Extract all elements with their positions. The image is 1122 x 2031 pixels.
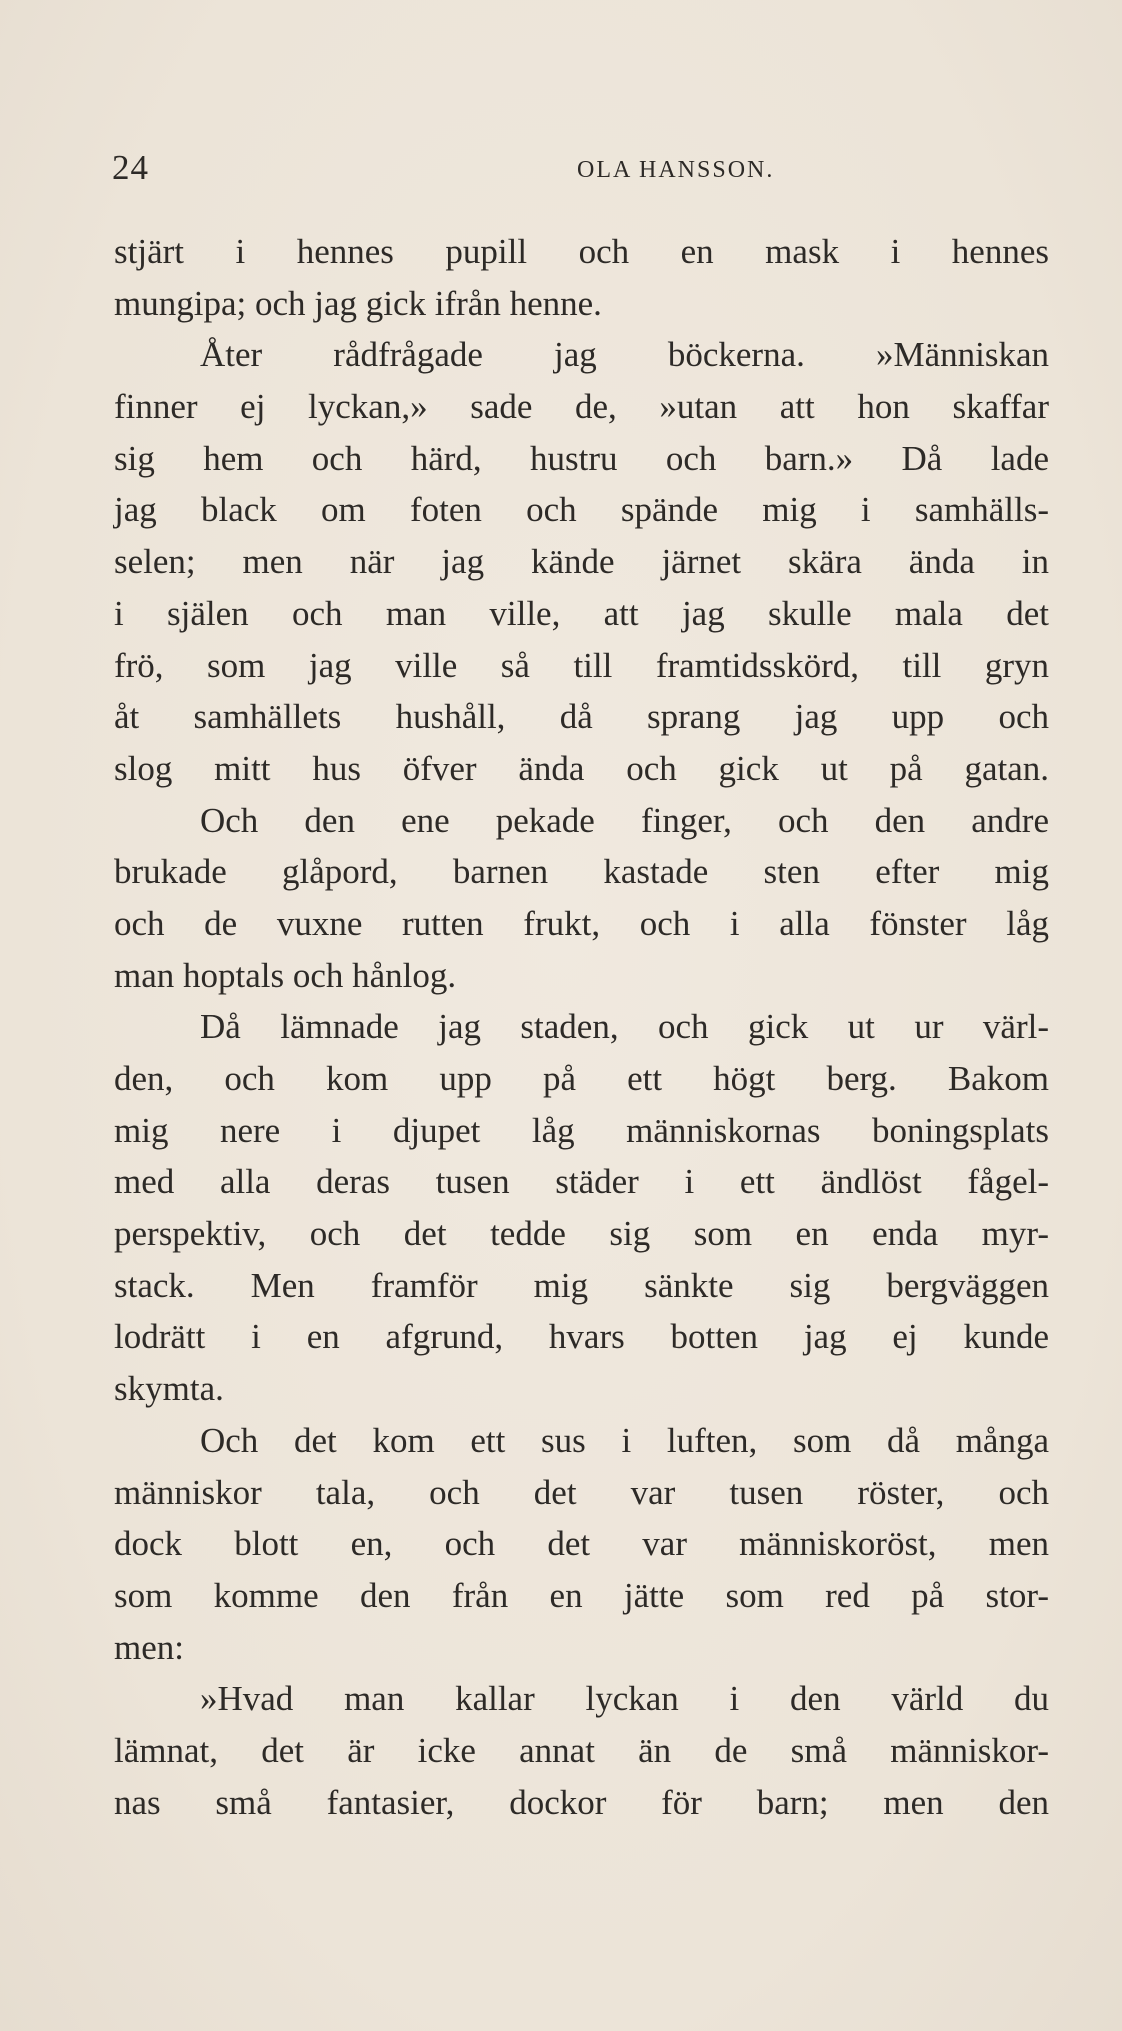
page-header: [112, 148, 1032, 198]
text-line: selen; men när jag kände järnet skära ända in: [114, 542, 1049, 582]
body-text: [114, 226, 1049, 1828]
text-line: brukade glåpord, barnen kastade sten efter mig: [114, 852, 1049, 892]
text-line: men:: [114, 1627, 184, 1667]
text-line: jag black om foten och spände mig i samhälls-: [114, 490, 1049, 530]
paragraph-start-line: Åter rådfrågade jag böckerna. »Människan: [200, 335, 1049, 375]
text-line: perspektiv, och det tedde sig som en enda myr-: [114, 1214, 1049, 1254]
text-line: i själen och man ville, att jag skulle mala det: [114, 593, 1049, 633]
text-line: som komme den från en jätte som red på stor-: [114, 1575, 1049, 1615]
running-head: OLA HANSSON.: [577, 157, 775, 183]
text-line: nas små fantasier, dockor för barn; men den: [114, 1782, 1049, 1822]
text-line: och de vuxne rutten frukt, och i alla fönster låg: [114, 903, 1049, 943]
paragraph-start-line: Och den ene pekade finger, och den andre: [200, 800, 1049, 840]
text-line: med alla deras tusen städer i ett ändlöst fågel-: [114, 1162, 1049, 1202]
page-number: 24: [112, 148, 149, 187]
text-line: den, och kom upp på ett högt berg. Bakom: [114, 1059, 1049, 1098]
paragraph-start-line: »Hvad man kallar lyckan i den värld du: [200, 1679, 1049, 1719]
text-line: frö, som jag ville så till framtidsskörd, till gryn: [114, 645, 1049, 685]
paragraph-start-line: Och det kom ett sus i luften, som då många: [200, 1420, 1049, 1460]
paragraph-start-line: Då lämnade jag staden, och gick ut ur värl-: [200, 1007, 1049, 1047]
text-line: stack. Men framför mig sänkte sig bergväggen: [114, 1265, 1049, 1305]
text-line: lämnat, det är icke annat än de små människor-: [114, 1730, 1049, 1770]
text-line: slog mitt hus öfver ända och gick ut på gatan.: [114, 748, 1049, 788]
text-line: sig hem och härd, hustru och barn.» Då lade: [114, 438, 1049, 478]
text-line: finner ej lyckan,» sade de, »utan att hon skaffar: [114, 387, 1049, 427]
text-line: människor tala, och det var tusen röster, och: [114, 1472, 1049, 1512]
text-line: stjärt i hennes pupill och en mask i hennes: [114, 232, 1049, 271]
text-line: skymta.: [114, 1369, 224, 1409]
text-line: mungipa; och jag gick ifrån henne.: [114, 283, 602, 323]
text-line: mig nere i djupet låg människornas boningsplats: [114, 1110, 1049, 1150]
text-line: dock blott en, och det var människoröst, men: [114, 1524, 1049, 1564]
text-line: lodrätt i en afgrund, hvars botten jag ej kunde: [114, 1317, 1049, 1357]
text-line: man hoptals och hånlog.: [114, 955, 457, 995]
text-line: åt samhällets hushåll, då sprang jag upp och: [114, 697, 1049, 737]
